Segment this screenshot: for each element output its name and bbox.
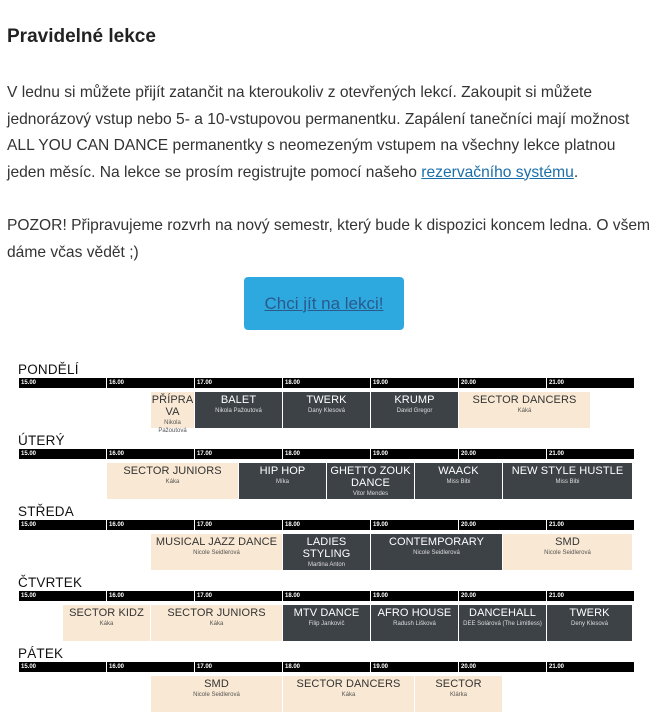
hour-tick: 16.00 (106, 591, 193, 601)
hour-tick: 18.00 (282, 449, 369, 459)
day-label: ČTVRTEK (18, 575, 83, 590)
hour-tick: 19.00 (370, 520, 457, 530)
lesson-block[interactable] (503, 463, 632, 499)
intro-paragraph (7, 80, 657, 186)
lesson-name: KRUMP (394, 394, 435, 406)
hour-tick: 21.00 (546, 378, 633, 388)
lesson-block[interactable] (503, 534, 632, 570)
lesson-instructor: Nikola Pažoutová (215, 408, 262, 414)
hour-bar (18, 591, 634, 601)
hour-bar (18, 520, 634, 530)
hour-tick: 19.00 (370, 591, 457, 601)
day-label: ÚTERÝ (18, 433, 65, 448)
hour-tick: 17.00 (194, 591, 281, 601)
lesson-block[interactable] (63, 605, 150, 641)
hour-tick: 20.00 (458, 662, 545, 672)
lesson-block[interactable] (283, 392, 370, 428)
hour-tick: 21.00 (546, 449, 633, 459)
lesson-name: LADIES STYLING (302, 536, 351, 560)
lesson-name: WAACK (438, 465, 479, 477)
lesson-name: PŘÍPRA VA (151, 394, 194, 418)
intro-text: V lednu si můžete přijít zatančit na kteroukoliv z otevřených lekcí. Zakoupit si můžete jednorázový vstup nebo 5- a 10-vstupovou permanentku. Zapálení tanečníci mají možnost ALL YOU CAN DANCE permanentky s neomezeným vstupem na všechny lekce platnou jeden měsíc. Na lekce se prosím registrujte pomocí našeho (7, 84, 630, 181)
lesson-instructor: Miss Bibi (446, 479, 471, 485)
lesson-instructor: Káka (165, 479, 180, 485)
hour-bar (18, 662, 634, 672)
lesson-instructor: Míka (275, 479, 289, 485)
hour-tick: 19.00 (370, 378, 457, 388)
lesson-name: CONTEMPORARY (388, 536, 485, 548)
hour-tick: 21.00 (546, 591, 633, 601)
lesson-instructor: Nicole Seidlerová (413, 550, 460, 556)
lesson-block[interactable] (371, 392, 458, 428)
lesson-name: HIP HOP (259, 465, 306, 477)
lesson-name: SECTOR DANCERS (472, 394, 577, 406)
hour-tick: 16.00 (106, 449, 193, 459)
lesson-name: SECTOR JUNIORS (167, 607, 266, 619)
hour-tick: 15.00 (18, 591, 105, 601)
lesson-instructor: Nicole Seidlerová (193, 692, 240, 698)
lesson-instructor: Deny Klesová (570, 621, 609, 627)
lesson-block[interactable] (459, 605, 546, 641)
lesson-instructor: Miss Bibi (555, 479, 580, 485)
lesson-block[interactable] (151, 605, 282, 641)
hour-tick: 19.00 (370, 449, 457, 459)
day-label: PONDĚLÍ (18, 362, 79, 377)
hour-tick: 19.00 (370, 662, 457, 672)
hour-tick: 20.00 (458, 591, 545, 601)
lesson-instructor: DEE Solárová (The Limitless) (463, 621, 542, 627)
hour-tick: 15.00 (18, 662, 105, 672)
lesson-instructor: Nikola Pažoutová (158, 420, 187, 434)
lesson-block[interactable] (151, 392, 194, 434)
notice-paragraph: POZOR! Připravujeme rozvrh na nový semestr, který bude k dispozici koncem ledna. O všem dáme včas vědět ;) (7, 217, 651, 261)
day-label: STŘEDA (18, 504, 74, 519)
lesson-instructor: Vitor Mendes (352, 491, 389, 497)
lesson-name: SECTOR DANCERS (296, 678, 401, 690)
lesson-block[interactable] (327, 463, 414, 499)
lesson-block[interactable] (415, 676, 502, 712)
lesson-instructor: Káka (99, 621, 114, 627)
hour-bar (18, 378, 634, 388)
lesson-block[interactable] (239, 463, 326, 499)
lesson-instructor: Filip Jankovič (308, 621, 345, 627)
lesson-instructor: David Gregor (396, 408, 433, 414)
join-lesson-button[interactable]: Chci jít na lekci! (244, 277, 404, 330)
lesson-block[interactable] (151, 534, 282, 570)
lesson-instructor: Káka (341, 692, 356, 698)
hour-tick: 18.00 (282, 591, 369, 601)
lesson-instructor: Káka (209, 621, 224, 627)
lesson-name: SECTOR JUNIORS (123, 465, 222, 477)
lesson-instructor: Klárka (449, 692, 467, 698)
hour-tick: 16.00 (106, 378, 193, 388)
lesson-block[interactable] (371, 605, 458, 641)
hour-bar (18, 449, 634, 459)
lesson-block[interactable] (371, 534, 502, 570)
hour-tick: 17.00 (194, 449, 281, 459)
hour-tick: 17.00 (194, 662, 281, 672)
hour-tick: 15.00 (18, 449, 105, 459)
lesson-name: GHETTO ZOUK DANCE (330, 465, 411, 489)
lesson-block[interactable] (459, 392, 590, 428)
lesson-block[interactable] (151, 676, 282, 712)
hour-tick: 20.00 (458, 520, 545, 530)
lesson-block[interactable] (107, 463, 238, 499)
reservation-system-link[interactable]: rezervačního systému (421, 163, 574, 181)
lesson-block[interactable] (283, 605, 370, 641)
lesson-name: SECTOR KIDZ (69, 607, 144, 619)
lesson-instructor: Martina Anton (307, 562, 346, 568)
lesson-instructor: Nicole Seidlerová (544, 550, 591, 556)
lesson-name: SECTOR (435, 678, 482, 690)
lesson-instructor: Radush Lišková (393, 621, 436, 627)
lesson-name: DANCEHALL (469, 607, 536, 619)
lesson-name: BALET (220, 394, 257, 406)
lesson-name: SMD (204, 678, 229, 690)
hour-tick: 18.00 (282, 378, 369, 388)
hour-tick: 18.00 (282, 662, 369, 672)
hour-tick: 17.00 (194, 378, 281, 388)
lesson-name: TWERK (569, 607, 610, 619)
lesson-block[interactable] (415, 463, 502, 499)
hour-tick: 18.00 (282, 520, 369, 530)
lesson-name: NEW STYLE HUSTLE (511, 465, 624, 477)
lesson-name: MTV DANCE (293, 607, 360, 619)
lesson-name: AFRO HOUSE (377, 607, 452, 619)
lesson-block[interactable] (195, 392, 282, 428)
hour-tick: 15.00 (18, 520, 105, 530)
lesson-block[interactable] (283, 676, 414, 712)
day-label: PÁTEK (18, 646, 64, 661)
lesson-name: MUSICAL JAZZ DANCE (155, 536, 278, 548)
lesson-instructor: Káká (517, 408, 532, 414)
lesson-name: SMD (555, 536, 580, 548)
lesson-instructor: Nicole Seidlerová (193, 550, 240, 556)
hour-tick: 20.00 (458, 378, 545, 388)
hour-tick: 20.00 (458, 449, 545, 459)
hour-tick: 16.00 (106, 662, 193, 672)
lesson-block[interactable] (547, 605, 632, 641)
hour-tick: 17.00 (194, 520, 281, 530)
lesson-instructor: Dany Klesová (307, 408, 346, 414)
hour-tick: 16.00 (106, 520, 193, 530)
lesson-block[interactable] (283, 534, 370, 570)
lesson-name: TWERK (306, 394, 347, 406)
page-title: Pravidelné lekce (7, 26, 156, 47)
hour-tick: 15.00 (18, 378, 105, 388)
hour-tick: 21.00 (546, 662, 633, 672)
hour-tick: 21.00 (546, 520, 633, 530)
intro-text-end: . (573, 163, 579, 181)
